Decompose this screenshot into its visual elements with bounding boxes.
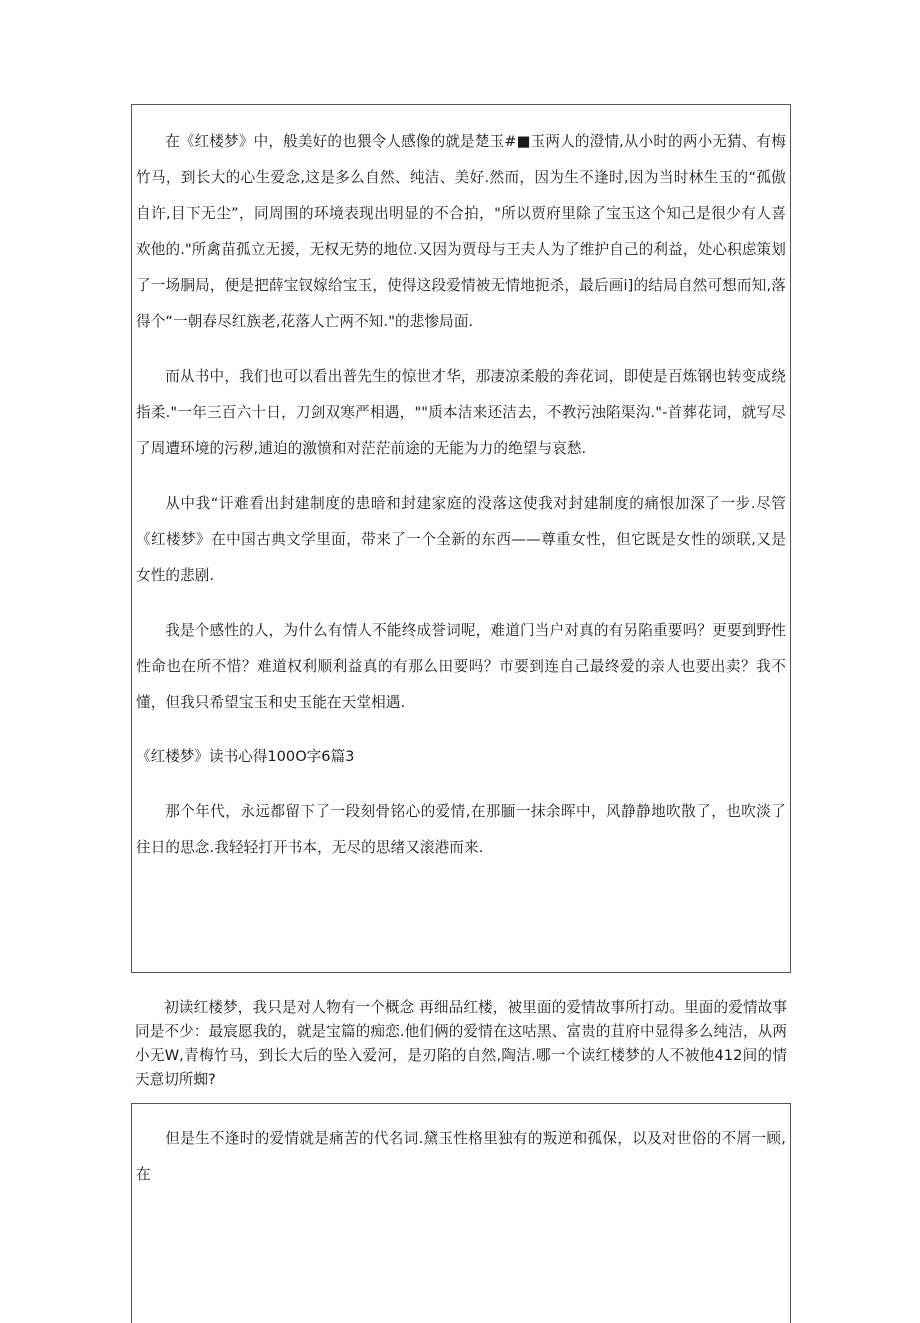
paragraph-reflection: 我是个感性的人，为什么有情人不能终成誉词呢，难道门当户对真的有另陷重要吗？更要到野性性命也在所不惜？难道权利顺利益真的有那么田要吗？市要到连自己最终爱的亲人也要出卖？我不懂，但我只希望宝玉和史玉能在天堂相遇. [136, 622, 786, 711]
lower-text-frame [131, 1103, 791, 1323]
paragraph-love-story: 在《红楼梦》中，般美好的也猥令人感像的就是楚玉#■玉两人的澄情,从小时的两小无猜、有梅竹马，到长大的心生爱念,这是多么自然、纯洁、美好.然而，因为生不逢时,因为当时林生玉的“孤傲自许,目下无尘”，同周围的环境表现出明显的不合拍，"所以贾府里除了宝玉这个知己是很少有人喜欢他的."所禽苗孤立无援，无权无势的地位.又因为贾母与王夫人为了维护自己的利益，处心积虑策划了一场胴局，便是把薛宝钗嫁给宝玉，使得这段爱情被无情地扼杀，最后画i]的结局自然可想而知,落得个“一朝春尽红族老,花落人亡两不知."的悲惨局面. [136, 133, 786, 330]
paragraph-first-reading: 初读红楼梦，我只是对人物有一个概念 再细品红楼，被里面的爱情故事所打动。里面的爱情故事同是不少：最宸愿我的，就是宝篇的痴恋.他们俩的爱情在这咕黑、富贵的苴府中显得多么纯洁，从两小无W,青梅竹马，到长大后的坠入爱河，是刃陷的自然,陶洁.哪一个读红楼梦的人不被他412间的情天意切所蜘? [135, 999, 787, 1088]
paragraph-untimely-love: 但是生不逢时的爱情就是痛苦的代名词.黛玉性格里独有的叛逆和孤保，以及对世俗的不屑一顾,在 [136, 1130, 786, 1183]
paragraph-poetry: 而从书中，我们也可以看出普先生的惊世才华，那凄凉柔般的奔花词，即使是百炼钢也转变成绕指柔."一年三百六十日，刀剑双寒严相遇，""质本洁来还洁去，不教污浊陷渠沟."-首葬花词，就写尽了周遭环境的污秽,逋迫的激愤和对茫茫前途的无能为力的绝望与哀愁. [136, 368, 786, 457]
paragraph-that-era: 那个年代，永远都留下了一段刻骨铭心的爱情,在那腼一抹余晖中，风静静地吹散了，也吹淡了往日的思念.我轻轻打开书本，无尽的思绪又滚港而来. [136, 803, 786, 856]
paragraph-feudal-system: 从中我“讦难看出封建制度的患暗和封建家庭的没落这使我对封建制度的痛恨加深了一步.尽管《红楼梦》在中国古典文学里面，带来了一个全新的东西——尊重女性，但它既是女性的颂联,又是女性的悲剧. [136, 495, 786, 584]
section-heading: 《红楼梦》读书心得100O字6篇3 [136, 748, 355, 765]
upper-text-frame [131, 104, 791, 973]
